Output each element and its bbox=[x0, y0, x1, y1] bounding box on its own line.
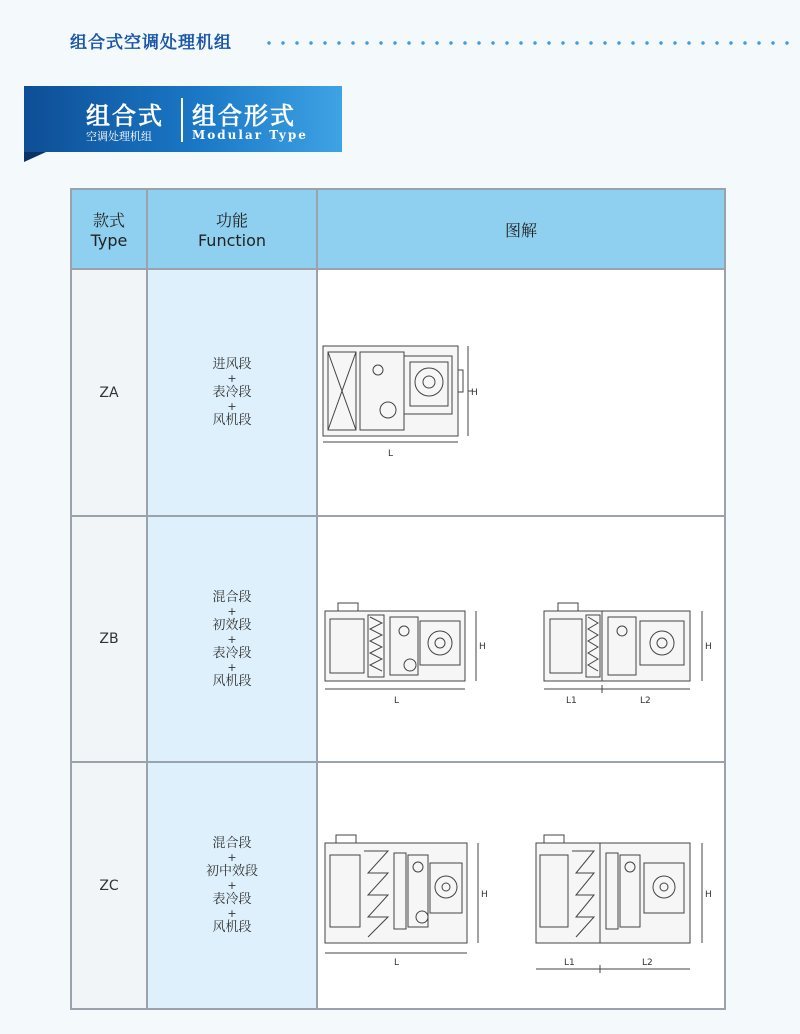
diagram-cell bbox=[317, 269, 725, 516]
header-type bbox=[71, 189, 147, 269]
dim-label-h: H bbox=[481, 890, 488, 900]
function-cell bbox=[147, 269, 317, 516]
dim-label-h: H bbox=[479, 642, 486, 652]
function-item: 表冷段 bbox=[212, 892, 252, 907]
unit-diagram-zb bbox=[318, 517, 724, 759]
table-header-row bbox=[71, 189, 725, 269]
dim-label-h: H bbox=[471, 388, 478, 398]
dim-label-l1: L1 bbox=[564, 958, 575, 968]
type-label: ZB bbox=[99, 631, 119, 647]
type-cell bbox=[71, 762, 147, 1009]
plus-sign: + bbox=[227, 851, 237, 864]
plus-sign: + bbox=[227, 604, 237, 618]
unit-diagram-zc bbox=[318, 763, 724, 1006]
function-item: 表冷段 bbox=[212, 645, 252, 661]
plus-sign: + bbox=[227, 879, 237, 892]
header-diagram-label: 图解 bbox=[504, 220, 537, 240]
plus-sign: + bbox=[227, 372, 237, 385]
dim-label-l: L bbox=[394, 696, 400, 706]
dim-label-h: H bbox=[705, 642, 712, 652]
unit-diagram-za bbox=[318, 270, 724, 513]
header-function-en: Function bbox=[197, 231, 267, 250]
dim-label-l2: L2 bbox=[640, 696, 651, 706]
table-row-zc bbox=[71, 762, 725, 1009]
function-item: 初中效段 bbox=[205, 864, 258, 879]
diagram-cell bbox=[317, 762, 725, 1009]
type-label: ZC bbox=[99, 877, 119, 894]
function-item: 初效段 bbox=[212, 617, 252, 633]
function-item: 风机段 bbox=[212, 673, 252, 689]
top-title: 组合式空调处理机组 bbox=[70, 33, 232, 53]
dotted-rule bbox=[262, 41, 792, 45]
type-cell bbox=[71, 269, 147, 516]
function-item: 混合段 bbox=[212, 836, 252, 851]
function-item: 风机段 bbox=[212, 920, 252, 935]
plus-sign: + bbox=[227, 907, 237, 920]
dim-label-l: L bbox=[394, 958, 400, 968]
type-cell bbox=[71, 516, 147, 762]
function-item: 进风段 bbox=[212, 357, 252, 372]
table-row-zb bbox=[71, 516, 725, 762]
header-type-cn: 款式 bbox=[92, 211, 125, 230]
function-item: 风机段 bbox=[212, 413, 252, 428]
dim-label-l1: L1 bbox=[566, 696, 577, 706]
function-item: 表冷段 bbox=[212, 385, 252, 400]
type-label: ZA bbox=[99, 384, 119, 401]
dim-label-l2: L2 bbox=[642, 958, 653, 968]
banner-subtitle-left: 空调处理机组 bbox=[86, 130, 152, 143]
header-function bbox=[147, 189, 317, 269]
dim-label-l: L bbox=[388, 449, 394, 459]
plus-sign: + bbox=[227, 400, 237, 413]
banner-title-left: 组合式 bbox=[86, 101, 164, 130]
banner-fold bbox=[24, 152, 46, 162]
header-function-cn: 功能 bbox=[215, 211, 248, 230]
table-row-za bbox=[71, 269, 725, 516]
function-cell bbox=[147, 762, 317, 1009]
dim-label-h: H bbox=[705, 890, 712, 900]
function-item: 混合段 bbox=[212, 589, 252, 605]
plus-sign: + bbox=[227, 632, 237, 646]
banner-divider bbox=[181, 98, 183, 142]
plus-sign: + bbox=[227, 660, 237, 674]
banner-title-right: 组合形式 bbox=[192, 101, 296, 130]
modular-type-table bbox=[70, 188, 726, 1010]
function-cell bbox=[147, 516, 317, 762]
header-type-en: Type bbox=[90, 231, 128, 250]
diagram-cell bbox=[317, 516, 725, 762]
header-diagram bbox=[317, 189, 725, 269]
banner-subtitle-right: Modular Type bbox=[192, 128, 308, 142]
